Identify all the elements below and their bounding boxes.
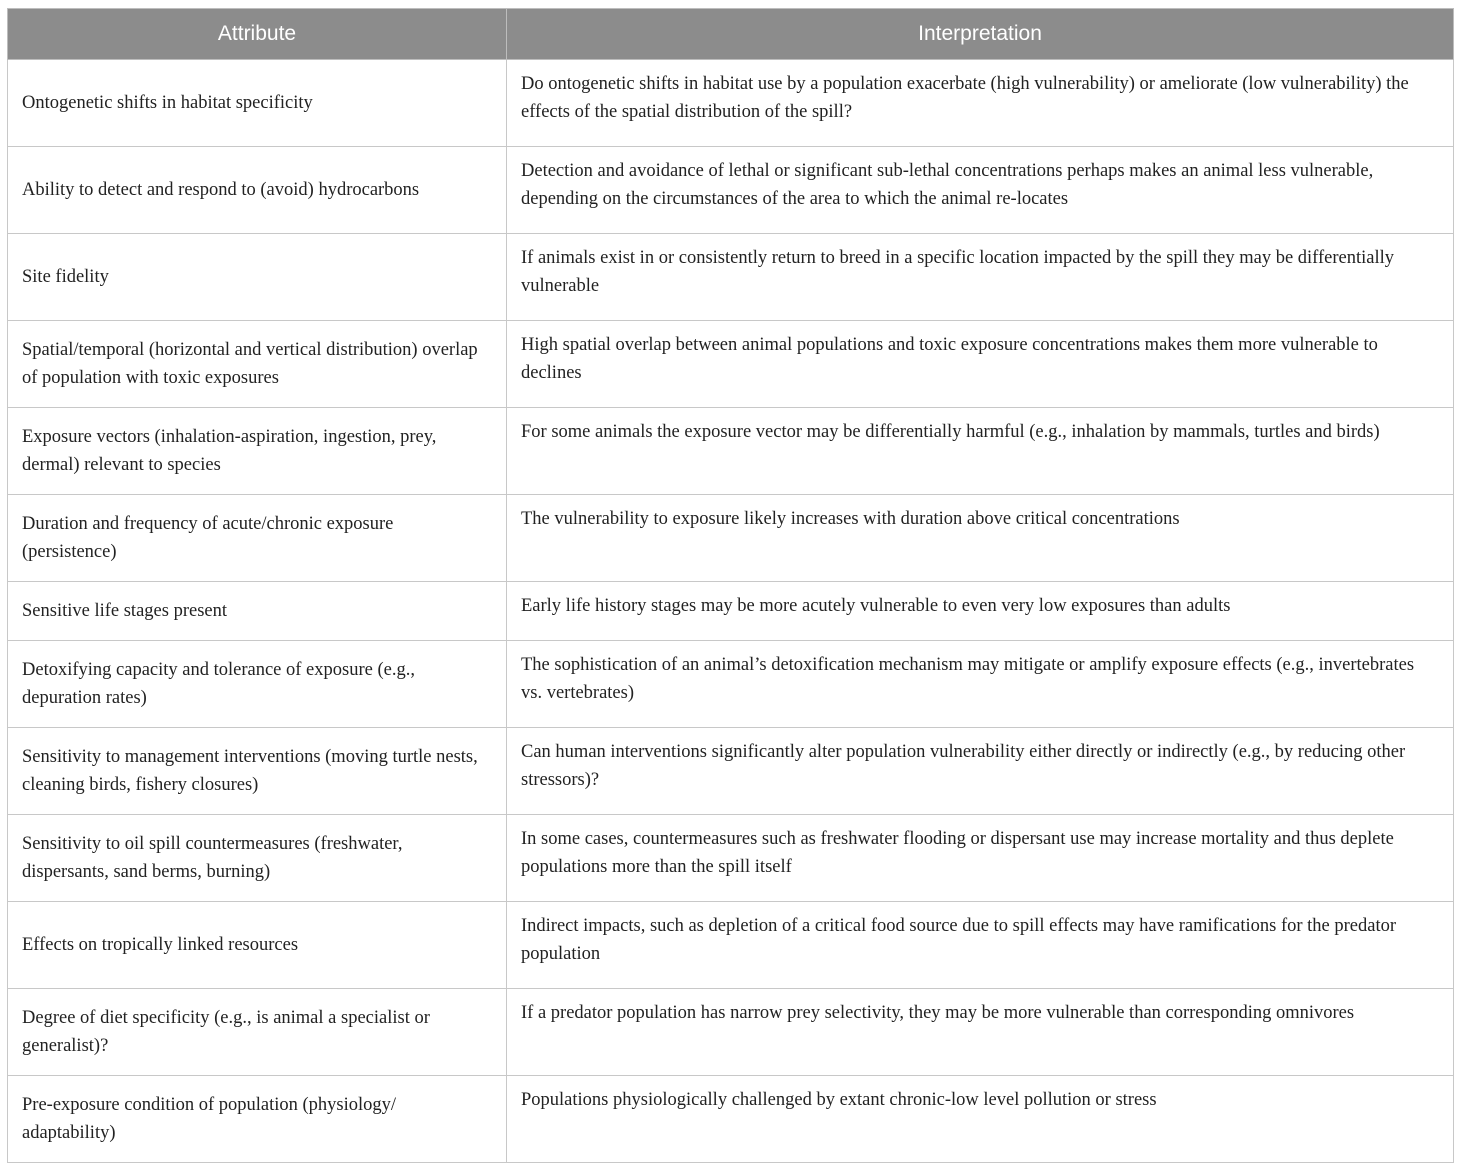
table-row	[8, 641, 1454, 728]
interpretation-cell: Can human interventions significantly alter population vulnerability either directly or indirectly (e.g., by reducing other stressors)?	[507, 728, 1454, 815]
interpretation-cell: High spatial overlap between animal populations and toxic exposure concentrations makes them more vulnerable to declines	[507, 321, 1454, 408]
interpretation-cell: Early life history stages may be more acutely vulnerable to even very low exposures than adults	[507, 582, 1454, 641]
table-row	[8, 815, 1454, 902]
table-row	[8, 989, 1454, 1076]
interpretation-cell: The vulnerability to exposure likely increases with duration above critical concentrations	[507, 495, 1454, 582]
table-header-row	[8, 9, 1454, 60]
interpretation-cell: If animals exist in or consistently return to breed in a specific location impacted by the spill they may be differentially vulnerable	[507, 234, 1454, 321]
attribute-interpretation-table	[7, 8, 1454, 1163]
table-row	[8, 234, 1454, 321]
attribute-cell: Spatial/temporal (horizontal and vertical distribution) overlap of population with toxic exposures	[8, 321, 507, 408]
interpretation-cell: Populations physiologically challenged by extant chronic-low level pollution or stress	[507, 1076, 1454, 1163]
attribute-cell: Effects on tropically linked resources	[8, 902, 507, 989]
attribute-cell: Ability to detect and respond to (avoid) hydrocarbons	[8, 147, 507, 234]
attribute-cell: Sensitive life stages present	[8, 582, 507, 641]
table-row	[8, 408, 1454, 495]
table-row	[8, 147, 1454, 234]
table-row	[8, 728, 1454, 815]
attribute-cell: Ontogenetic shifts in habitat specificity	[8, 60, 507, 147]
table-row	[8, 582, 1454, 641]
interpretation-cell: In some cases, countermeasures such as freshwater flooding or dispersant use may increase mortality and thus deplete populations more than the spill itself	[507, 815, 1454, 902]
attribute-cell: Sensitivity to oil spill countermeasures (freshwater, dispersants, sand berms, burning)	[8, 815, 507, 902]
attribute-cell: Duration and frequency of acute/chronic exposure (persistence)	[8, 495, 507, 582]
header-attribute: Attribute	[8, 9, 507, 60]
interpretation-cell: If a predator population has narrow prey selectivity, they may be more vulnerable than corresponding omnivores	[507, 989, 1454, 1076]
interpretation-cell: For some animals the exposure vector may be differentially harmful (e.g., inhalation by mammals, turtles and birds)	[507, 408, 1454, 495]
table-row	[8, 902, 1454, 989]
attribute-cell: Exposure vectors (inhalation-aspiration, ingestion, prey, dermal) relevant to species	[8, 408, 507, 495]
attribute-cell: Site fidelity	[8, 234, 507, 321]
table-row	[8, 321, 1454, 408]
interpretation-cell: The sophistication of an animal’s detoxification mechanism may mitigate or amplify exposure effects (e.g., invertebrates vs. vertebrates)	[507, 641, 1454, 728]
interpretation-cell: Indirect impacts, such as depletion of a critical food source due to spill effects may have ramifications for the predator population	[507, 902, 1454, 989]
table-row	[8, 495, 1454, 582]
interpretation-cell: Do ontogenetic shifts in habitat use by a population exacerbate (high vulnerability) or ameliorate (low vulnerability) the effects of the spatial distribution of the spill?	[507, 60, 1454, 147]
header-interpretation: Interpretation	[507, 9, 1454, 60]
attribute-cell: Sensitivity to management interventions (moving turtle nests, cleaning birds, fishery closures)	[8, 728, 507, 815]
attribute-cell: Pre-exposure condition of population (physiology/ adaptability)	[8, 1076, 507, 1163]
attribute-cell: Degree of diet specificity (e.g., is animal a specialist or generalist)?	[8, 989, 507, 1076]
interpretation-cell: Detection and avoidance of lethal or significant sub-lethal concentrations perhaps makes an animal less vulnerable, depending on the circumstances of the area to which the animal re-locates	[507, 147, 1454, 234]
table-row	[8, 60, 1454, 147]
table-row	[8, 1076, 1454, 1163]
attribute-cell: Detoxifying capacity and tolerance of exposure (e.g., depuration rates)	[8, 641, 507, 728]
